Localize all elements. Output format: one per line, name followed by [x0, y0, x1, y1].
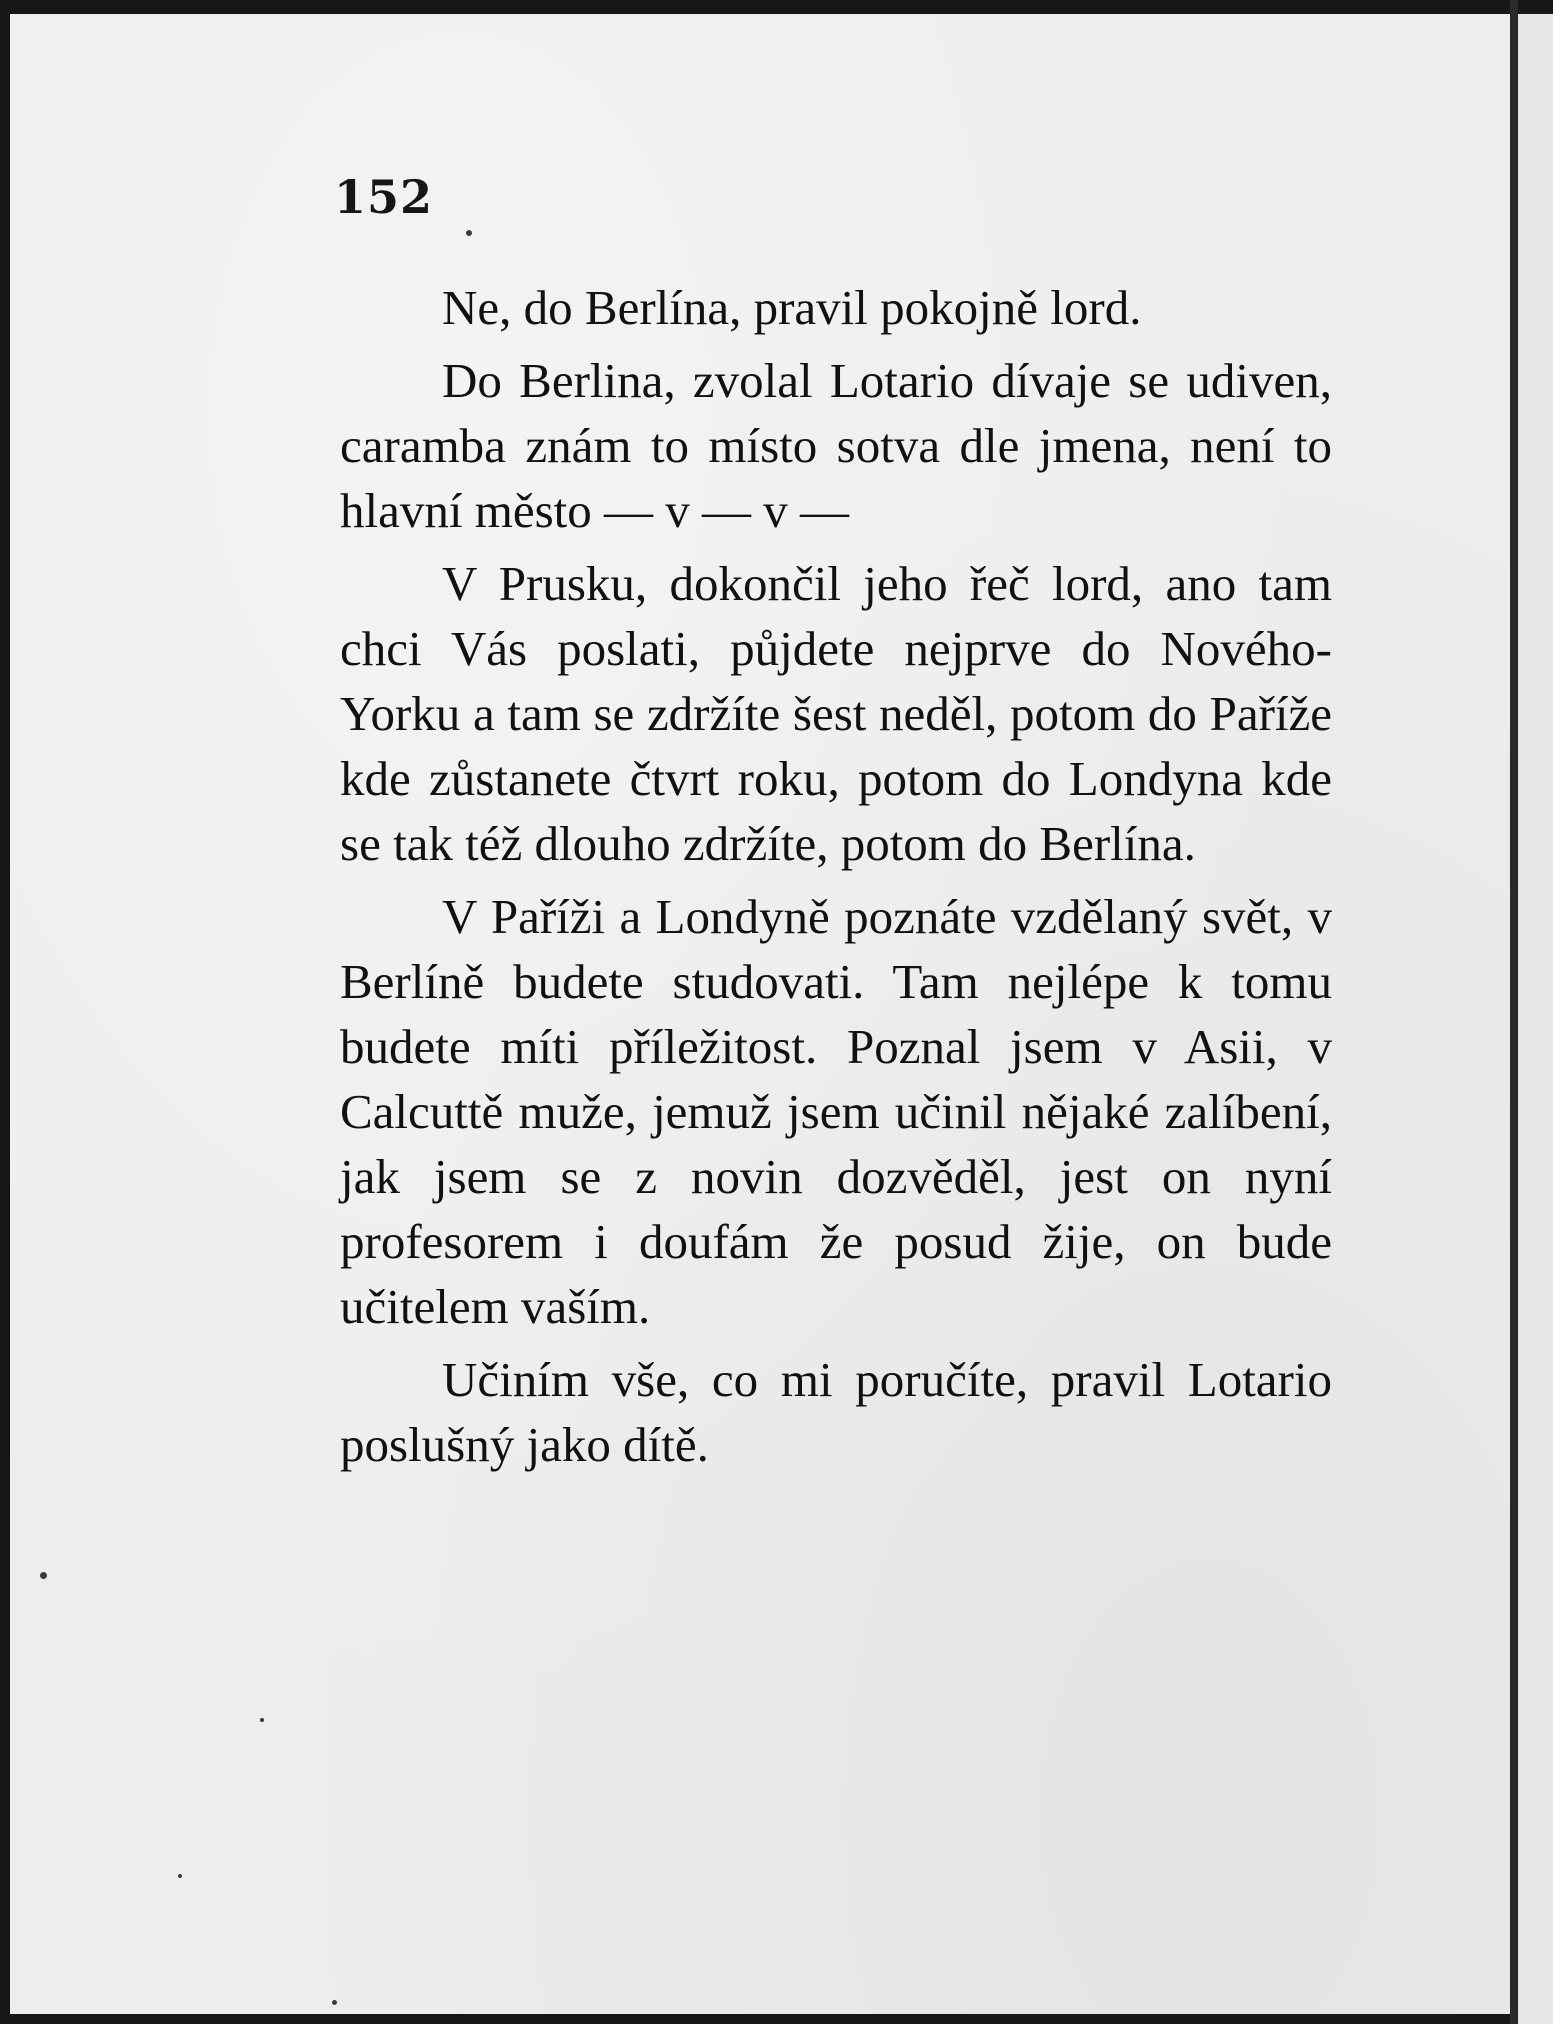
paragraph-3: V Prusku, dokončil jeho řeč lord, ano tam chci Vás poslati, půjdete nejprve do Nového-Yorku a tam se zdržíte šest neděl, potom do Paříže kde zůstanete čtvrt roku, potom do Londyna kde se tak též dlouho zdržíte, potom do Berlína.	[340, 556, 1332, 871]
paragraph-2: Do Berlina, zvolal Lotario dívaje se udiven, caramba znám to místo sotva dle jmena, není to hlavní město — v — v —	[340, 353, 1332, 538]
page-number: 152	[334, 170, 434, 224]
ink-speck	[332, 2000, 337, 2005]
paragraph-5: Učiním vše, co mi poručíte, pravil Lotario poslušný jako dítě.	[340, 1352, 1332, 1472]
paragraph-4: V Paříži a Londyně poznáte vzdělaný svět, v Berlíně budete studovati. Tam nejlépe k tomu budete míti příležitost. Poznal jsem v Asii, v Calcuttě muže, jemuž jsem učinil nějaké zalíbení, jak jsem se z novin dozvěděl, jest on nyní profesorem i doufám že posud žije, on bude učitelem vaším.	[340, 889, 1332, 1334]
ink-speck	[40, 1572, 47, 1579]
ink-speck	[178, 1874, 182, 1878]
ink-speck	[466, 230, 472, 236]
page-text	[340, 275, 1332, 1485]
page-gutter	[1510, 0, 1518, 2024]
paragraph-1: Ne, do Berlína, pravil pokojně lord.	[442, 280, 1142, 335]
adjacent-page-edge	[1518, 14, 1553, 2024]
ink-speck	[260, 1718, 264, 1722]
